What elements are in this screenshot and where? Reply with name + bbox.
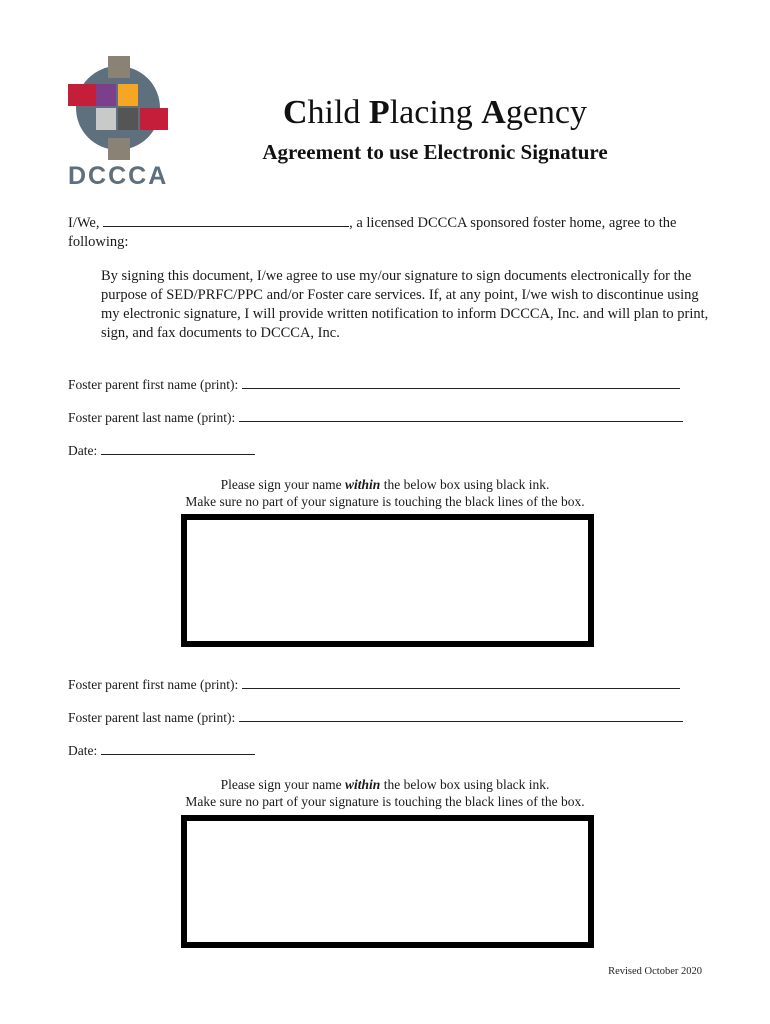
first-name-line[interactable] xyxy=(242,377,680,389)
title-word-3: gency xyxy=(505,94,588,131)
logo-wordmark: DCCCA xyxy=(68,162,169,190)
date-label: Date: xyxy=(68,443,98,458)
last-name-label: Foster parent last name (print): xyxy=(68,710,236,725)
instruction-line-2: Make sure no part of your signature is touching the black lines of the box. xyxy=(185,794,585,809)
signature-box-1[interactable] xyxy=(181,514,594,647)
intro-suffix: , a licensed DCCCA sponsored foster home, agree to the following: xyxy=(68,215,677,250)
instruction-text: the below box using black ink. xyxy=(380,477,550,492)
first-name-field-1 xyxy=(68,377,680,393)
last-name-line[interactable] xyxy=(239,410,683,422)
title-initial-p: P xyxy=(368,94,390,131)
title-initial-c: C xyxy=(282,94,308,131)
page-subtitle: Agreement to use Electronic Signature xyxy=(262,140,608,164)
last-name-label: Foster parent last name (print): xyxy=(68,410,236,425)
revision-date: Revised October 2020 xyxy=(608,966,702,977)
foster-home-name-line[interactable] xyxy=(103,213,349,227)
intro-prefix: I/We, xyxy=(68,215,100,231)
instruction-text: Please sign your name xyxy=(220,477,346,492)
last-name-line[interactable] xyxy=(239,710,683,722)
title-initial-a: A xyxy=(481,94,506,131)
logo-mark-icon xyxy=(66,54,170,162)
first-name-field-2 xyxy=(68,677,680,693)
signature-instructions-1 xyxy=(68,476,702,510)
signature-instructions-2 xyxy=(68,776,702,810)
date-label: Date: xyxy=(68,743,98,758)
instruction-emphasis: within xyxy=(345,477,381,492)
date-field-2 xyxy=(68,743,255,759)
instruction-line-2: Make sure no part of your signature is touching the black lines of the box. xyxy=(185,494,585,509)
title-word-2: lacing xyxy=(389,94,482,131)
date-line[interactable] xyxy=(101,743,255,755)
page-title xyxy=(170,94,700,132)
signature-box-2[interactable] xyxy=(181,815,594,948)
last-name-field-2 xyxy=(68,710,683,726)
date-field-1 xyxy=(68,443,255,459)
first-name-label: Foster parent first name (print): xyxy=(68,677,239,692)
last-name-field-1 xyxy=(68,410,683,426)
consent-paragraph: By signing this document, I/we agree to use my/our signature to sign documents electronically for the purpose of SED/PRFC/PPC and/or Foster care services. If, at any point, I/we wish to discontinue using my electronic signature, I will provide written notification to inform DCCCA, Inc. and will plan to print, sign, and fax documents to DCCCA, Inc. xyxy=(101,268,709,341)
instruction-emphasis: within xyxy=(345,777,381,792)
dccca-logo xyxy=(66,54,170,192)
instruction-text: the below box using black ink. xyxy=(380,777,550,792)
instruction-text: Please sign your name xyxy=(220,777,346,792)
intro-paragraph xyxy=(68,213,708,252)
title-word-1: hild xyxy=(307,94,369,131)
date-line[interactable] xyxy=(101,443,255,455)
first-name-line[interactable] xyxy=(242,677,680,689)
first-name-label: Foster parent first name (print): xyxy=(68,377,239,392)
